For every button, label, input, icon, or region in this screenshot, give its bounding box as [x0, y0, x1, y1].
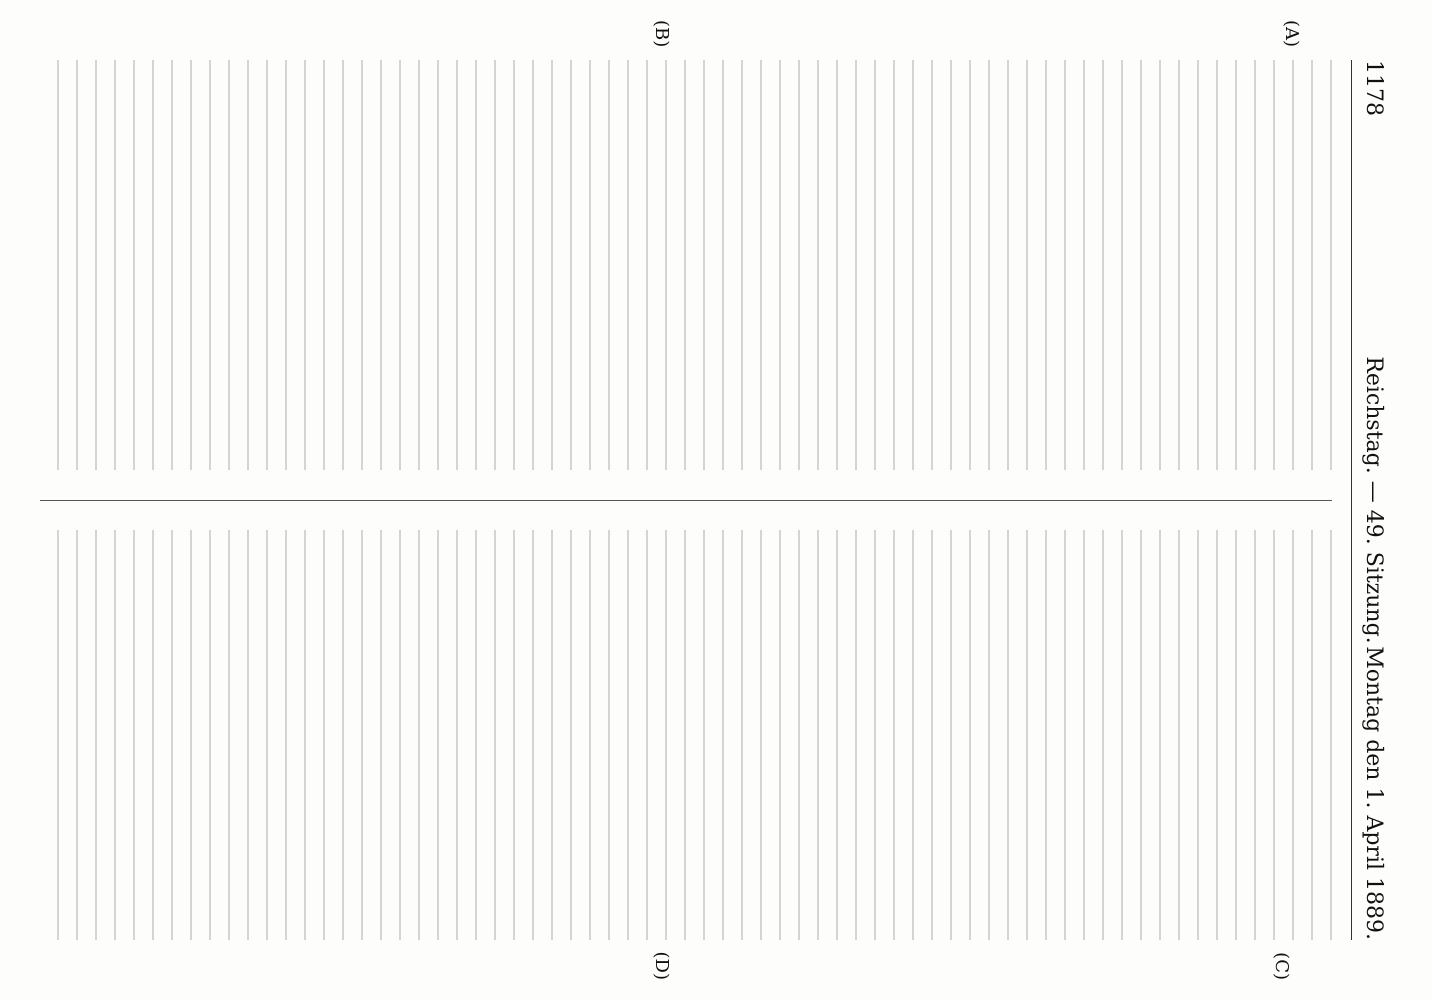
margin-mark-c: (C) — [1271, 952, 1292, 980]
left-column-body — [40, 60, 1332, 470]
column-rule — [40, 500, 1332, 501]
page-number: 1178 — [1361, 60, 1386, 116]
margin-mark-a: (A) — [1281, 20, 1302, 48]
right-column — [40, 530, 1332, 940]
margin-mark-d: (D) — [651, 951, 672, 980]
margin-mark-b: (B) — [651, 20, 672, 48]
running-header — [1351, 60, 1392, 940]
right-column-body — [40, 530, 1332, 940]
header-title: Reichstag. — 49. Sitzung. — [1361, 356, 1386, 644]
header-date: Montag den 1. April 1889. — [1361, 646, 1386, 940]
left-column — [40, 60, 1332, 470]
